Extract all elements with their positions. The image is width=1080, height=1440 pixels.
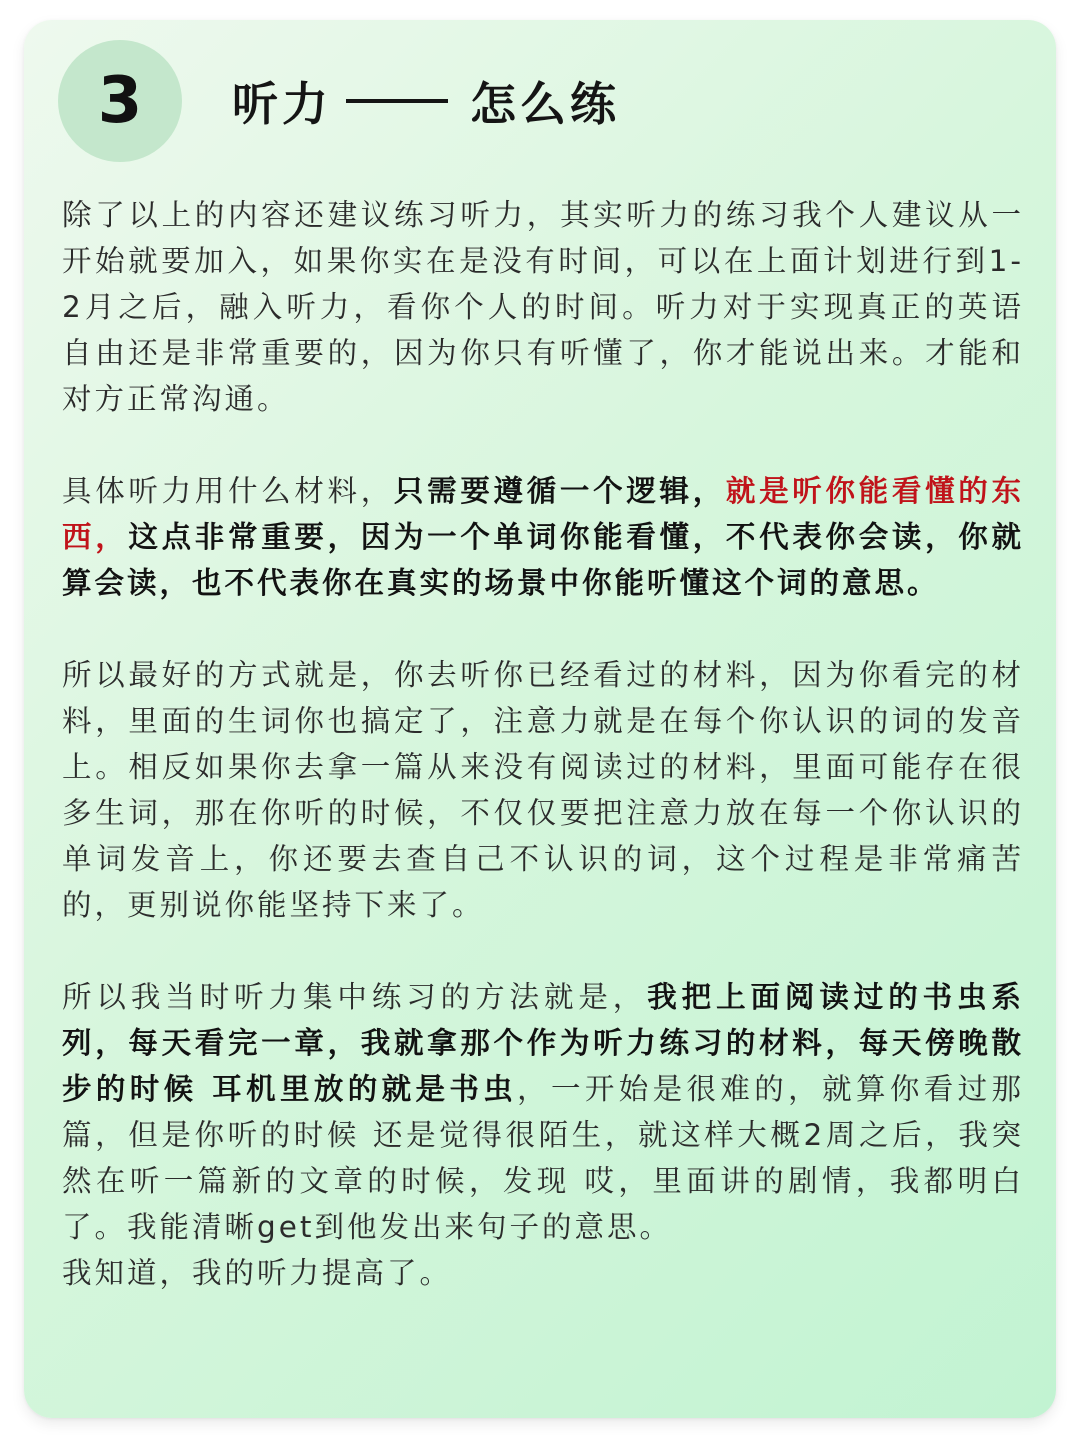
p2-bold-2: 这点非常重要，因为一个单词你能看懂，不代表你会读，你就算会读，也不代表你在真实的场景中你能听懂这个词的意思。 <box>62 520 1024 600</box>
title-dash <box>346 99 448 103</box>
p4-bold-1: 我把上面阅读过的书虫系列，每天看完一章，我就拿那个作为听力练习的材料，每天傍晚散步的时候 耳机里放的就是书虫 <box>62 980 1024 1106</box>
content-card <box>24 20 1056 1418</box>
p2-red-highlight: 就是听你能看懂的东西， <box>62 474 1024 554</box>
paragraph-4 <box>62 974 1024 1296</box>
p4-normal-1: 所以我当时听力集中练习的方法就是， <box>62 980 648 1014</box>
section-header <box>58 40 620 162</box>
paragraph-2 <box>62 468 1024 606</box>
title-right: 怎么练 <box>470 77 620 131</box>
section-title <box>232 68 620 134</box>
p4-normal-2: ，一开始是很难的，就算你看过那篇，但是你听的时候 还是觉得很陌生，就这样大概2周之后，我突然在听一篇新的文章的时候，发现 哎，里面讲的剧情，我都明白了。我能清晰get到他发出来句子的意思。 <box>62 1072 1024 1244</box>
paragraph-3: 所以最好的方式就是，你去听你已经看过的材料，因为你看完的材料，里面的生词你也搞定了，注意力就是在每个你认识的词的发音上。相反如果你去拿一篇从来没有阅读过的材料，里面可能存在很多生词，那在你听的时候，不仅仅要把注意力放在每一个你认识的单词发音上，你还要去查自己不认识的词，这个过程是非常痛苦的，更别说你能坚持下来了。 <box>62 658 1024 922</box>
section-number: 3 <box>97 64 143 138</box>
section-number-badge <box>58 40 182 162</box>
article-body <box>62 192 1024 1296</box>
p4-last-line: 我知道，我的听力提高了。 <box>62 1256 453 1290</box>
title-left: 听力 <box>232 77 332 131</box>
p2-normal-1: 具体听力用什么材料， <box>62 474 394 508</box>
p2-bold-1: 只需要遵循一个逻辑， <box>393 474 726 508</box>
paragraph-1: 除了以上的内容还建议练习听力，其实听力的练习我个人建议从一开始就要加入，如果你实在是没有时间，可以在上面计划进行到1-2月之后，融入听力，看你个人的时间。听力对于实现真正的英语自由还是非常重要的，因为你只有听懂了，你才能说出来。才能和对方正常沟通。 <box>62 198 1024 416</box>
